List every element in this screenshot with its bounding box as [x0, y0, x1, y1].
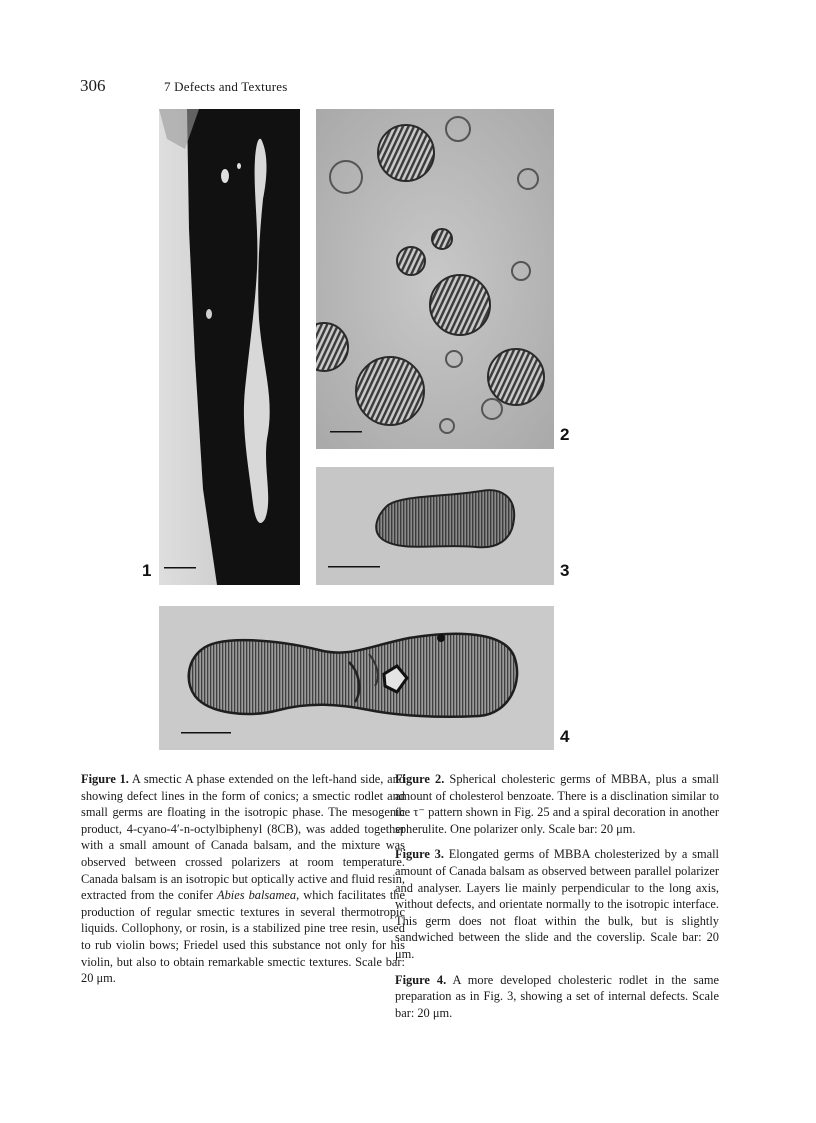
- figure-3-label: Figure 3.: [395, 847, 444, 862]
- figure-2-caption: [395, 771, 719, 837]
- caption-column-left: [81, 771, 405, 996]
- figure-2-label: Figure 2.: [395, 772, 445, 786]
- figure-2-micrograph: [316, 109, 554, 449]
- figure-1-label: Figure 1.: [81, 772, 129, 786]
- figure-4-panel-number: 4: [560, 727, 570, 746]
- figure-3-image: [316, 467, 554, 585]
- figure-1-micrograph: [159, 109, 300, 585]
- figure-1-panel-number: 1: [142, 561, 152, 580]
- caption-column-right: [395, 771, 719, 1030]
- running-header: [80, 76, 740, 96]
- figure-4-caption-text: A more developed cholesteric rodlet in the same preparation as in Fig. 3, showing a set of internal defects. Scale bar: 20 μm.: [395, 972, 720, 1020]
- figure-4-micrograph: [159, 606, 554, 750]
- figure-2-caption-text: Spherical cholesteric germs of MBBA, plus a small amount of cholesterol benzoate. There is a disclination similar to the τ⁻ pattern shown in Fig. 25 and a spiral decoration in another spherulite. One polarizer only. Scale bar: 20 μm.: [395, 772, 719, 836]
- figure-3-caption-text: Elongated germs of MBBA cholesterized by a small amount of Canada balsam as observed between parallel polarizer and analyser. Layers lie mainly perpendicular to the long axis, without defects, and orientate normally to the isotropic interface. This germ does not float within the bulk, but is slightly sandwiched between the slide and the coverslip. Scale bar: 20 μm.: [395, 847, 719, 961]
- figure-1-caption-italic: Abies balsamea: [217, 888, 297, 903]
- figure-4-label: Figure 4.: [395, 972, 447, 987]
- figure-1-caption: [81, 771, 405, 987]
- figure-2-panel-number: 2: [560, 425, 570, 444]
- figure-1-image: [159, 109, 300, 585]
- figure-1-caption-text-a: A smectic A phase extended on the left-hand side, and showing defect lines in the form of conics; a smectic rodlet and small germs are floating in the isotropic phase. The mesogenic product, 4-cyano-4′-n-octylbiphenyl (8CB), was added together with a small amount of Canada balsam, and the mixture was observed between crossed polarizers at room temperature. Canada balsam is an isotropic but optically active and fluid resin, extracted from the conifer: [81, 772, 405, 903]
- chapter-title: 7 Defects and Textures: [164, 79, 288, 94]
- figure-3-panel-number: 3: [560, 561, 570, 580]
- figure-4-caption: [395, 972, 719, 1022]
- figure-1-caption-text-b: , which facilitates the production of regular smectic textures in several thermotropic liquids. Collophony, or rosin, is a stabilized pine tree resin, used to rub violin bows; Friedel used this substance not only for his violin, but also to obtain remarkable smectic textures. Scale bar: 20 μm.: [81, 888, 405, 986]
- figure-3-micrograph: [316, 467, 554, 585]
- figure-3-caption: [395, 846, 719, 962]
- figure-4-image: [159, 606, 554, 750]
- page-number: 306: [80, 76, 106, 95]
- figure-2-image: [316, 109, 554, 449]
